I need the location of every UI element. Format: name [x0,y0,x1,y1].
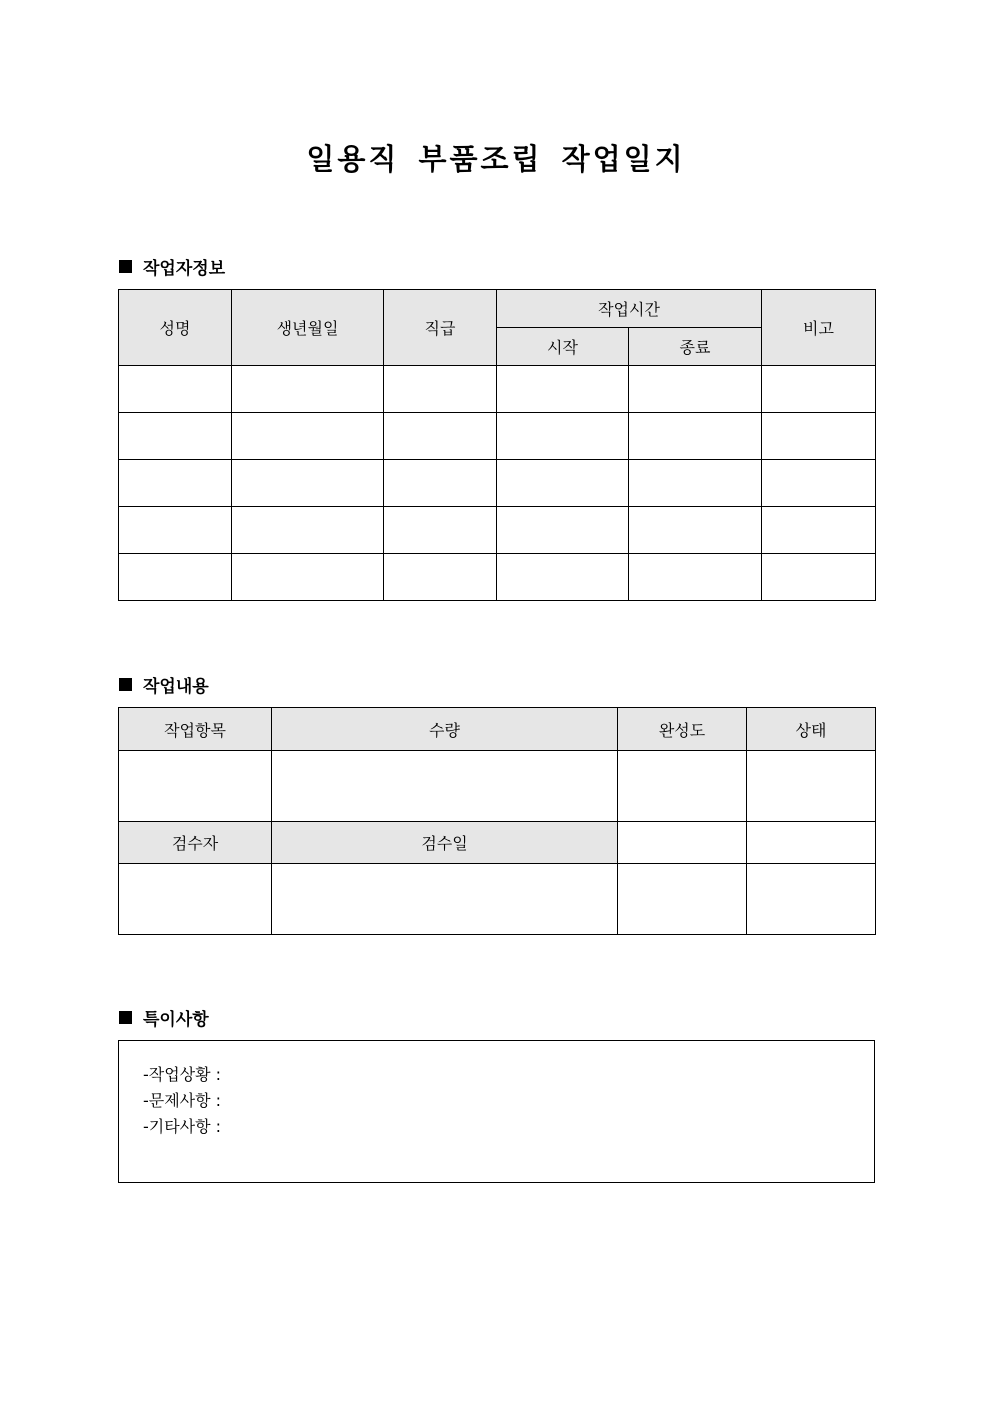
start-cell[interactable] [497,507,629,554]
remarks-cell[interactable] [762,413,876,460]
note-work-situation: -작업상황 : [143,1065,222,1084]
position-cell[interactable] [384,460,497,507]
inspection-date-cell[interactable] [272,864,618,935]
end-cell[interactable] [629,413,762,460]
square-bullet-icon [119,1011,132,1024]
blank-cell[interactable] [618,864,747,935]
position-cell[interactable] [384,507,497,554]
work-content-table [118,707,876,935]
position-cell[interactable] [384,413,497,460]
end-cell[interactable] [629,507,762,554]
start-cell[interactable] [497,554,629,601]
remarks-cell[interactable] [762,554,876,601]
name-cell[interactable] [119,366,232,413]
table-row [119,460,876,507]
square-bullet-icon [119,678,132,691]
header-start: 시작 [497,328,629,366]
name-cell[interactable] [119,507,232,554]
start-cell[interactable] [497,366,629,413]
header-inspection-date: 검수일 [272,822,618,864]
inspector-cell[interactable] [119,864,272,935]
section-title: 작업자정보 [143,259,226,279]
end-cell[interactable] [629,554,762,601]
birthdate-cell[interactable] [232,413,384,460]
birthdate-cell[interactable] [232,366,384,413]
position-cell[interactable] [384,366,497,413]
section-heading-work-content [119,672,209,697]
header-status: 상태 [747,708,876,751]
table-row [119,751,876,822]
blank-cell[interactable] [747,864,876,935]
remarks-cell[interactable] [762,507,876,554]
remarks-cell[interactable] [762,366,876,413]
status-cell[interactable] [747,751,876,822]
birthdate-cell[interactable] [232,554,384,601]
start-cell[interactable] [497,460,629,507]
header-quantity: 수량 [272,708,618,751]
name-cell[interactable] [119,460,232,507]
header-remarks: 비고 [762,290,876,366]
square-bullet-icon [119,260,132,273]
table-row [119,413,876,460]
header-item: 작업항목 [119,708,272,751]
header-end: 종료 [629,328,762,366]
start-cell[interactable] [497,413,629,460]
remarks-cell[interactable] [762,460,876,507]
birthdate-cell[interactable] [232,460,384,507]
header-name: 성명 [119,290,232,366]
name-cell[interactable] [119,413,232,460]
header-completion: 완성도 [618,708,747,751]
birthdate-cell[interactable] [232,507,384,554]
section-title: 작업내용 [143,677,209,697]
note-problems: -문제사항 : [143,1091,222,1110]
worker-info-table [118,289,876,601]
header-birthdate: 생년월일 [232,290,384,366]
header-position: 직급 [384,290,497,366]
section-heading-special-notes [119,1005,209,1030]
item-cell[interactable] [119,751,272,822]
quantity-cell[interactable] [272,751,618,822]
position-cell[interactable] [384,554,497,601]
header-inspector: 검수자 [119,822,272,864]
name-cell[interactable] [119,554,232,601]
blank-cell[interactable] [618,822,747,864]
end-cell[interactable] [629,460,762,507]
blank-cell[interactable] [747,822,876,864]
special-notes-box[interactable] [118,1040,875,1183]
section-heading-worker-info [119,254,225,279]
completion-cell[interactable] [618,751,747,822]
header-work-time: 작업시간 [497,290,762,328]
table-row [119,366,876,413]
note-others: -기타사항 : [143,1117,222,1136]
table-row [119,554,876,601]
table-row [119,864,876,935]
section-title: 특이사항 [143,1010,209,1030]
page-title: 일용직 부품조립 작업일지 [306,142,686,176]
table-row [119,507,876,554]
end-cell[interactable] [629,366,762,413]
